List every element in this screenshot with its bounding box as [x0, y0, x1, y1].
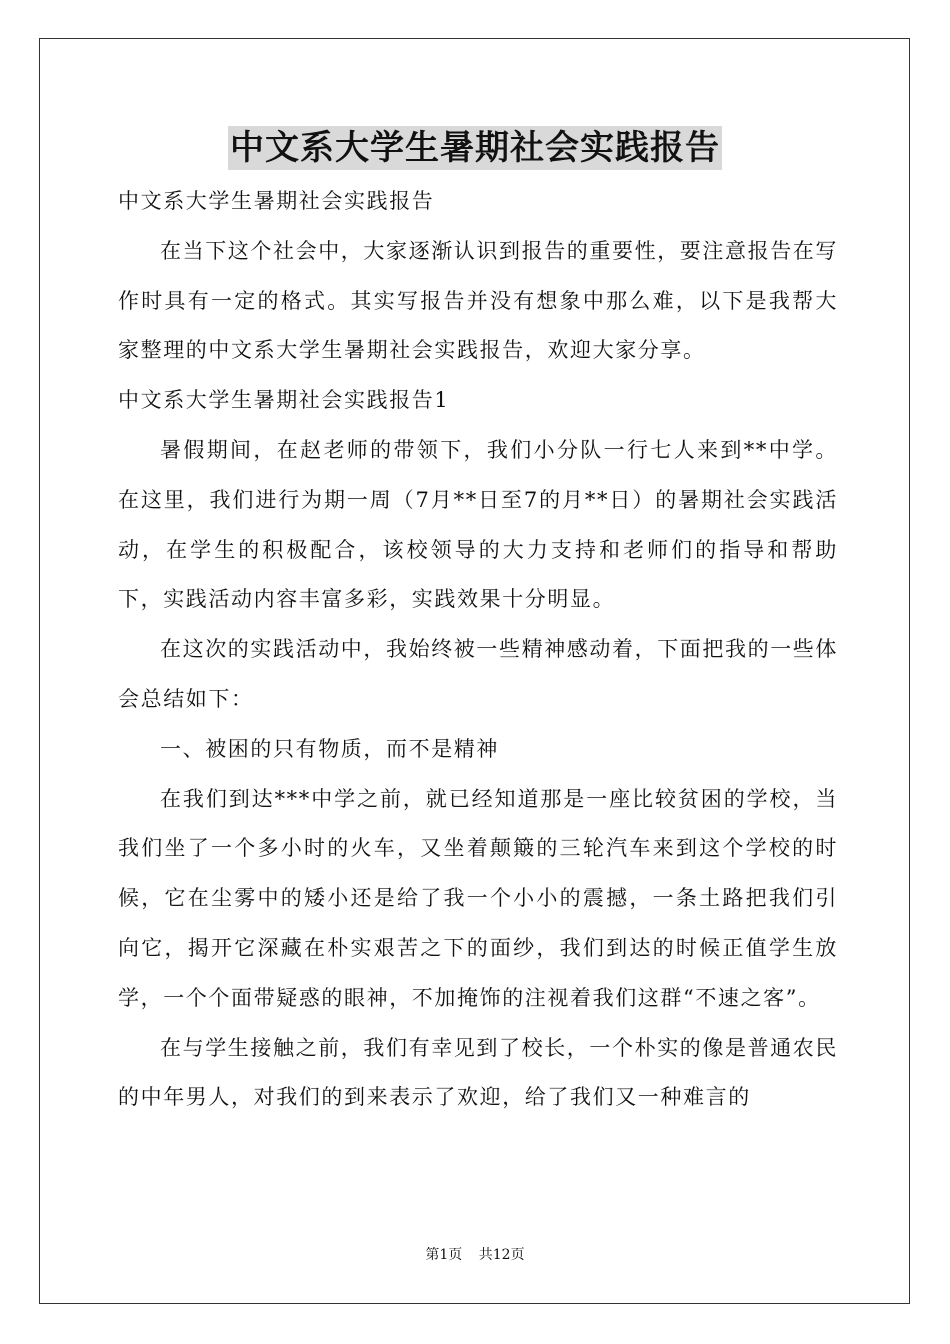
paragraph: 在我们到达***中学之前，就已经知道那是一座比较贫困的学校，当我们坐了一个多小时的火车，又坐着颠簸的三轮汽车来到这个学校的时候，它在尘雾中的矮小还是给了我一个小小的震撼，一条土路把我们引向它，揭开它深藏在朴实艰苦之下的面纱，我们到达的时候正值学生放学，一个个面带疑惑的眼神，不加掩饰的注视着我们这群“不速之客”。 — [118, 786, 838, 1010]
document-title — [0, 126, 950, 170]
page-total: 共12页 — [478, 1247, 525, 1263]
document-body — [118, 177, 838, 1123]
page-footer — [0, 1245, 950, 1265]
subsection-heading: 一、被困的只有物质，而不是精神 — [160, 736, 499, 761]
intro-paragraph: 在当下这个社会中，大家逐渐认识到报告的重要性，要注意报告在写作时具有一定的格式。其实写报告并没有想象中那么难，以下是我帮大家整理的中文系大学生暑期社会实践报告，欢迎大家分享。 — [118, 238, 838, 363]
paragraph: 在这次的实践活动中，我始终被一些精神感动着，下面把我的一些体会总结如下： — [118, 637, 838, 711]
page-number: 第1页 — [425, 1247, 463, 1263]
paragraph: 在与学生接触之前，我们有幸见到了校长，一个朴实的像是普通农民的中年男人，对我们的到来表示了欢迎，给了我们又一种难言的 — [118, 1035, 838, 1110]
paragraph: 暑假期间，在赵老师的带领下，我们小分队一行七人来到**中学。在这里，我们进行为期一周（7月**日至7的月**日）的暑期社会实践活动，在学生的积极配合，该校领导的大力支持和老师们的指导和帮助下，实践活动内容丰富多彩，实践效果十分明显。 — [118, 437, 838, 612]
subtitle-line: 中文系大学生暑期社会实践报告 — [118, 189, 435, 213]
document-title-text: 中文系大学生暑期社会实践报告 — [230, 128, 720, 168]
section-heading: 中文系大学生暑期社会实践报告1 — [118, 388, 450, 413]
